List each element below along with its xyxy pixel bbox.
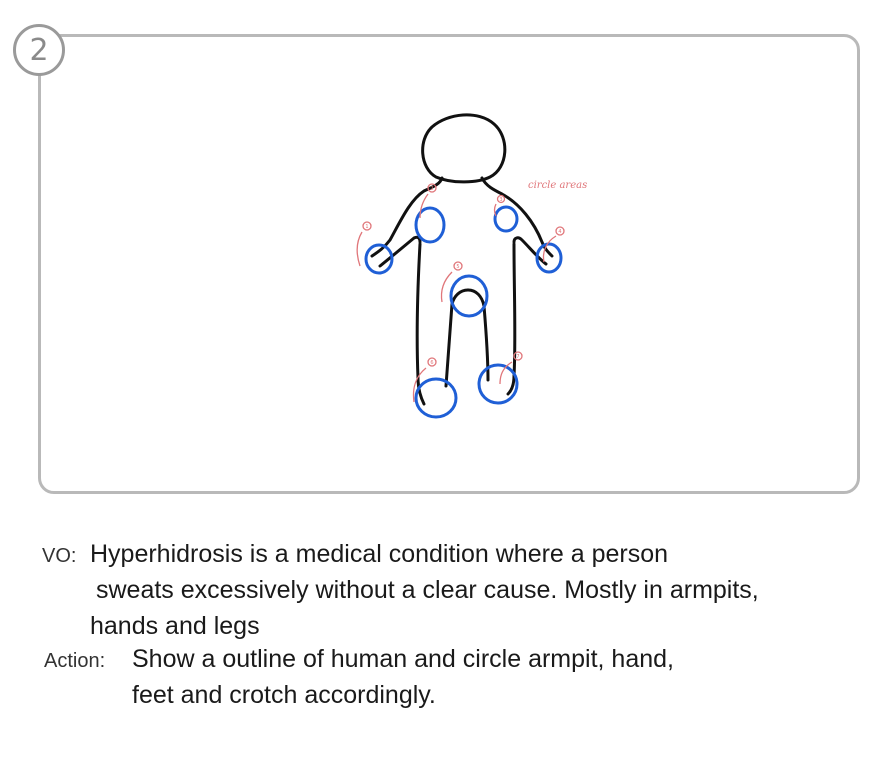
step-mark: 1 [365,224,369,230]
left-leg [417,244,424,404]
vo-label: VO: [42,545,77,567]
step-mark: 4 [558,229,562,235]
step-mark: 5 [456,264,460,270]
action-label: Action: [44,650,106,672]
voiceover-block [42,536,759,640]
scene-number: 2 [29,32,49,68]
vo-line: Hyperhidrosis is a medical condition where a person [90,540,669,568]
step-mark: 6 [430,360,434,366]
vo-line: sweats excessively without a clear cause. Mostly in armpits, [96,576,759,604]
scene-number-badge [13,24,65,76]
sketch-note: circle areas [528,180,588,191]
left-arm-inner [380,237,420,266]
step-mark: 7 [516,354,520,360]
circle-right-foot [479,365,517,403]
head [423,115,505,182]
body-outline [372,115,552,404]
circle-right-armpit [495,207,517,231]
vo-line: hands and legs [90,612,260,640]
sweat-circles [366,207,561,417]
action-block [44,641,674,709]
action-line: feet and crotch accordingly. [132,681,436,709]
left-leg-inner [446,290,468,386]
step-mark: 3 [499,197,503,203]
action-line: Show a outline of human and circle armpit, hand, [132,645,674,673]
step-mark: 2 [430,186,434,192]
